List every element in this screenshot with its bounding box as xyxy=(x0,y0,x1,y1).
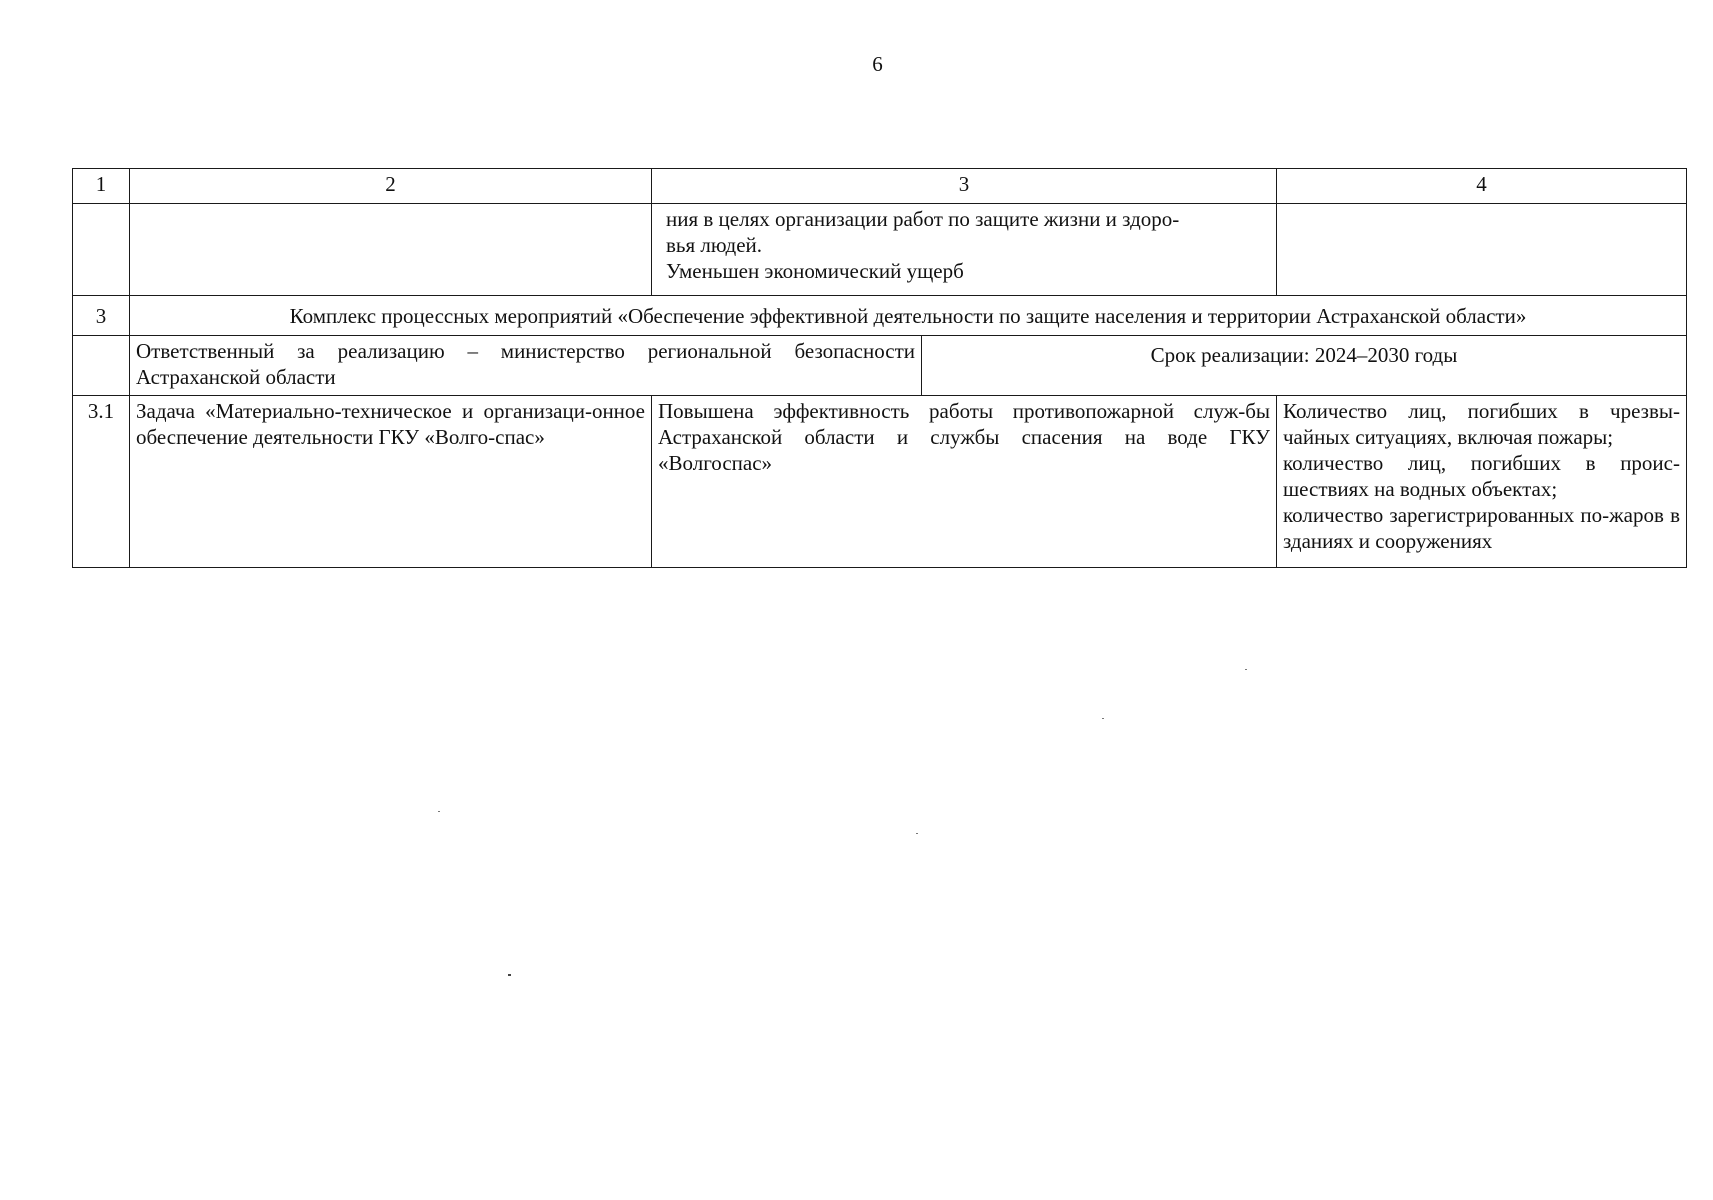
measures-table xyxy=(72,168,1687,568)
task-number: 3.1 xyxy=(73,396,130,568)
continuation-line-2: вья людей. xyxy=(666,233,762,257)
scan-speck xyxy=(1245,669,1247,670)
task-indicators xyxy=(1277,396,1687,568)
continuation-row xyxy=(73,204,1687,296)
header-col-3: 3 xyxy=(652,169,1277,204)
continuation-line-1: ния в целях организации работ по защите жизни и здоро- xyxy=(666,207,1180,231)
continuation-col-4 xyxy=(1277,204,1687,296)
section-title: Комплекс процессных мероприятий «Обеспечение эффективной деятельности по защите населения и территории Астраханской области» xyxy=(130,296,1687,336)
header-col-2: 2 xyxy=(130,169,652,204)
task-row xyxy=(73,396,1687,568)
header-row xyxy=(73,169,1687,204)
continuation-col-2 xyxy=(130,204,652,296)
scan-speck xyxy=(916,833,918,834)
scan-speck xyxy=(1102,718,1104,719)
task-result: Повышена эффективность работы противопожарной служ-бы Астраханской области и службы спасения на воде ГКУ «Волгоспас» xyxy=(652,396,1277,568)
continuation-col-1 xyxy=(73,204,130,296)
task-text: Задача «Материально-техническое и организаци-онное обеспечение деятельности ГКУ «Волго-спас» xyxy=(130,396,652,568)
responsible-row xyxy=(73,336,1687,396)
page-number: 6 xyxy=(872,52,883,76)
header-col-4: 4 xyxy=(1277,169,1687,204)
term-text: Срок реализации: 2024–2030 годы xyxy=(922,336,1687,396)
section-row xyxy=(73,296,1687,336)
header-col-1: 1 xyxy=(73,169,130,204)
scan-speck xyxy=(438,811,440,812)
indicator-2: количество лиц, погибших в проис-шествиях на водных объектах; xyxy=(1283,451,1680,501)
continuation-line-3: Уменьшен экономический ущерб xyxy=(666,259,964,283)
section-number: 3 xyxy=(73,296,130,336)
responsible-text: Ответственный за реализацию – министерство региональной безопасности Астраханской области xyxy=(130,336,922,396)
scan-speck xyxy=(508,974,511,976)
responsible-col-1 xyxy=(73,336,130,396)
continuation-col-3 xyxy=(652,204,1277,296)
indicator-3: количество зарегистрированных по-жаров в зданиях и сооружениях xyxy=(1283,503,1680,553)
indicator-1: Количество лиц, погибших в чрезвы-чайных ситуациях, включая пожары; xyxy=(1283,399,1680,449)
